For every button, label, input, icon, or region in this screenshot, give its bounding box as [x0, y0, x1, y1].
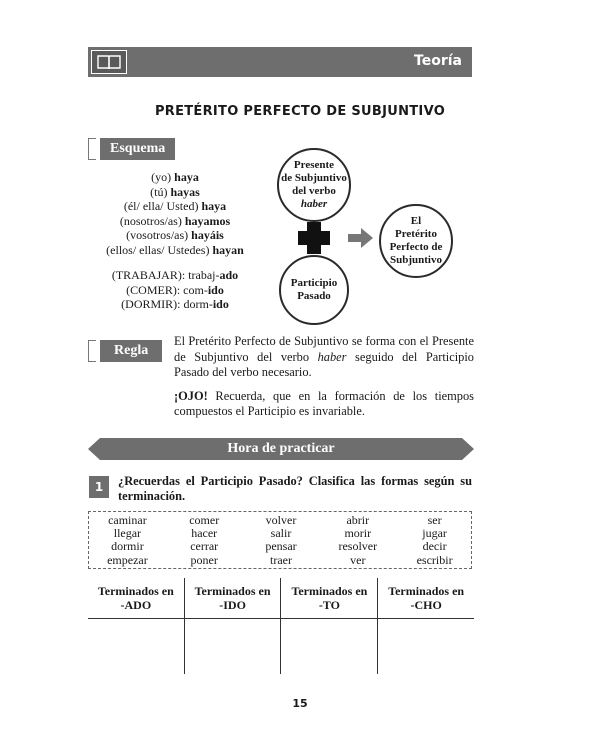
answer-cell-cho[interactable] [378, 618, 474, 674]
result-circle: El Pretérito Perfecto de Subjuntivo [379, 204, 453, 278]
section-header-bar [88, 47, 472, 77]
column-header-to: Terminados en -TO [281, 578, 378, 618]
section-label: Teoría [414, 53, 462, 69]
exercise-instruction: ¿Recuerdas el Participio Pasado? Clasifica las formas según su terminación. [118, 474, 472, 504]
classification-table [88, 578, 474, 674]
word-row: empezar poner traer ver escribir [107, 552, 453, 567]
column-header-cho: Terminados en -CHO [378, 578, 474, 618]
exercise-number: 1 [89, 476, 109, 498]
past-participle-circle: Participio Pasado [279, 255, 349, 325]
conjugation-row: (ellos/ ellas/ Ustedes) hayan [106, 242, 244, 257]
word-row: caminar comer volver abrir ser [108, 513, 442, 527]
note-paragraph: ¡OJO! Recuerda, que en la formación de los tiempos compuestos el Participio es invariable. [174, 388, 474, 419]
conjugation-row: (yo) haya [151, 170, 199, 184]
participle-row: (TRABAJAR): trabaj-ado [111, 268, 239, 282]
column-header-ido: Terminados en -IDO [184, 578, 281, 618]
conjugation-row: (él/ ella/ Usted) haya [123, 199, 227, 214]
participle-examples [60, 268, 290, 312]
plus-icon [298, 231, 330, 245]
rule-text [174, 334, 474, 420]
word-bank [88, 511, 472, 569]
practice-banner [88, 438, 474, 460]
regla-label: Regla [100, 340, 162, 362]
esquema-label: Esquema [100, 138, 175, 160]
participle-row: (DORMIR): dorm-ido [121, 297, 229, 312]
answer-cell-ido[interactable] [184, 618, 281, 674]
word-row: llegar hacer salir morir jugar [113, 526, 447, 541]
conjugation-row: (vosotros/as) hayáis [126, 228, 224, 243]
conjugation-row: (tú) hayas [150, 184, 200, 199]
answer-cell-to[interactable] [281, 618, 378, 674]
practice-banner-label: Hora de practicar [227, 441, 335, 456]
page-number: 15 [292, 697, 308, 710]
column-header-ado: Terminados en -ADO [88, 578, 184, 618]
page-title: PRETÉRITO PERFECTO DE SUBJUNTIVO [154, 104, 446, 119]
rule-paragraph: El Pretérito Perfecto de Subjuntivo se forma con el Presente de Subjuntivo del verbo haber seguido del Participio Pasado del verbo necesario. [174, 334, 474, 380]
haber-conjugation [60, 170, 290, 258]
arrow-right-icon [348, 228, 374, 248]
answer-cell-ado[interactable] [88, 618, 184, 674]
present-subjunctive-circle: Presente de Subjuntivo del verbo haber [277, 148, 351, 222]
book-icon [91, 50, 127, 74]
word-row: dormir cerrar pensar resolver decir [111, 539, 447, 554]
participle-row: (COMER): com-ido [126, 282, 224, 297]
conjugation-row: (nosotros/as) hayamos [119, 213, 231, 228]
